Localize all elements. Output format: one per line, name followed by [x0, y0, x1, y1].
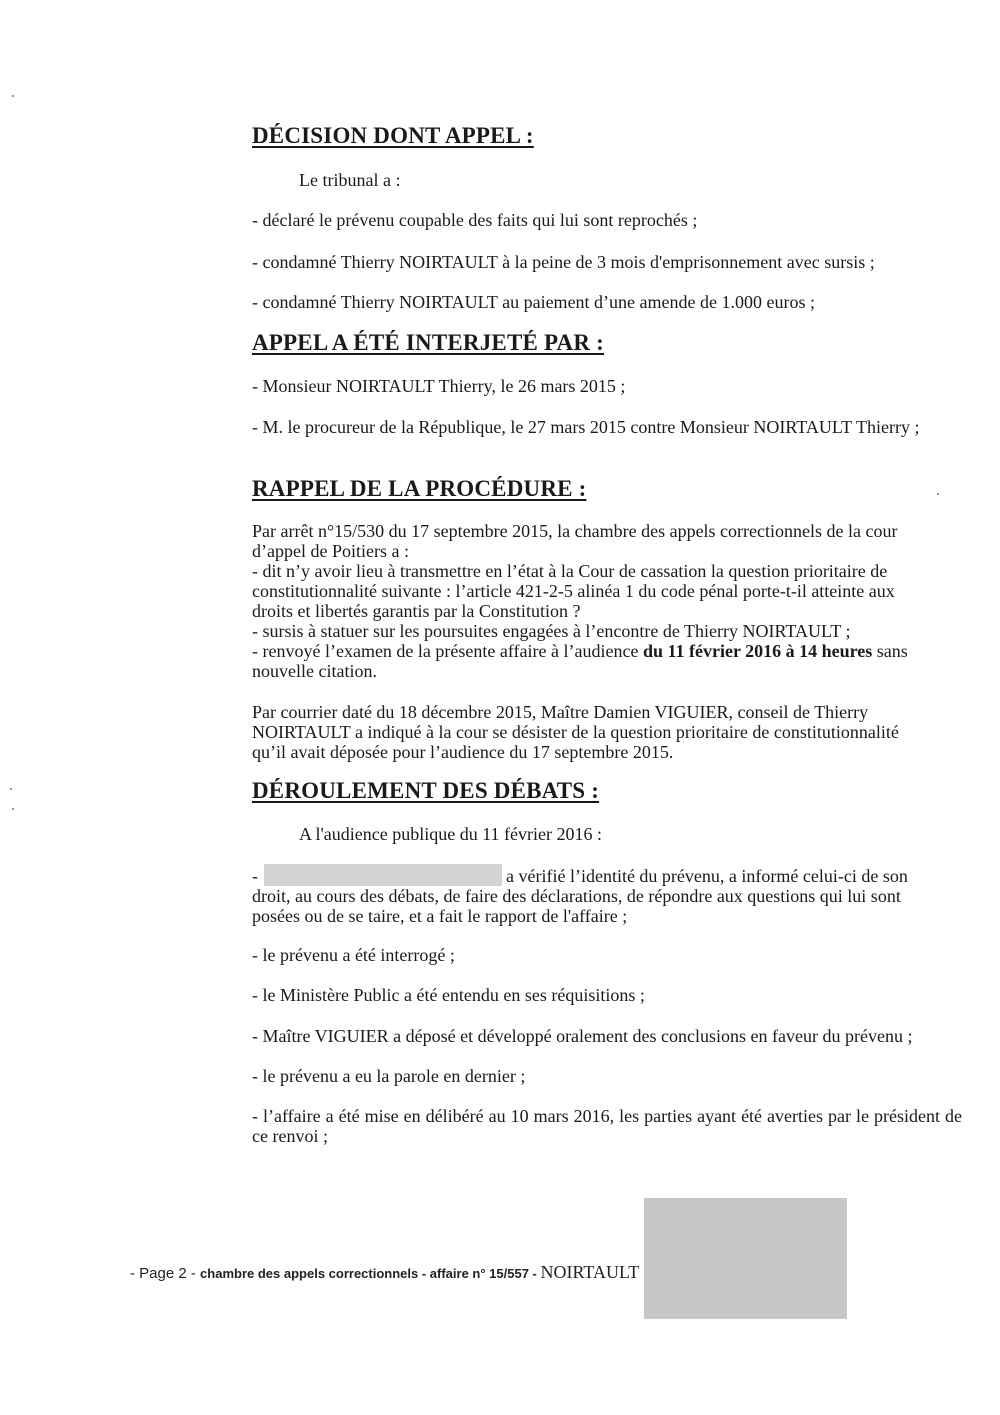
rappel-line: - dit n’y avoir lieu à transmettre en l’état à la Cour de cassation la question prioritaire de	[252, 561, 888, 581]
debats-line: droit, au cours des débats, de faire des déclarations, de répondre aux questions qui lui sont	[252, 886, 901, 906]
debats-item-4: - le prévenu a eu la parole en dernier ;	[252, 1066, 526, 1086]
rappel-renvoi-line	[252, 641, 962, 661]
heading-debats: DÉROULEMENT DES DÉBATS :	[252, 778, 600, 803]
rappel-paragraph-2	[252, 702, 962, 762]
decision-item-3: - condamné Thierry NOIRTAULT au paiement d’une amende de 1.000 euros ;	[252, 292, 815, 312]
debats-intro: A l'audience publique du 11 février 2016 :	[299, 824, 602, 844]
decision-intro: Le tribunal a :	[299, 170, 401, 190]
page-footer	[130, 1262, 639, 1283]
rappel-paragraph-1	[252, 521, 962, 681]
debats-item-3: - Maître VIGUIER a déposé et développé oralement des conclusions en faveur du prévenu ;	[252, 1026, 913, 1046]
debats-item-1: - le prévenu a été interrogé ;	[252, 945, 455, 965]
heading-appel: APPEL A ÉTÉ INTERJETÉ PAR :	[252, 330, 604, 355]
scan-speck	[12, 95, 14, 97]
rappel-line: Par courrier daté du 18 décembre 2015, Maître Damien VIGUIER, conseil de Thierry	[252, 702, 869, 722]
heading-decision: DÉCISION DONT APPEL :	[252, 123, 534, 148]
heading-rappel: RAPPEL DE LA PROCÉDURE :	[252, 476, 587, 501]
rappel-line: NOIRTAULT a indiqué à la cour se désister de la question prioritaire de constitutionnalité	[252, 722, 899, 742]
footer-chamber: chambre des appels correctionnels - affaire n° 15/557 -	[200, 1266, 541, 1281]
rappel-line: d’appel de Poitiers a :	[252, 541, 409, 561]
rappel-line: nouvelle citation.	[252, 661, 377, 681]
rappel-line: - sursis à statuer sur les poursuites engagées à l’encontre de Thierry NOIRTAULT ;	[252, 621, 851, 641]
scan-speck	[12, 808, 14, 810]
debats-first-item	[252, 864, 962, 926]
rappel-line: droits et libertés garantis par la Constitution ?	[252, 601, 581, 621]
decision-item-1: - déclaré le prévenu coupable des faits qui lui sont reprochés ;	[252, 210, 698, 230]
debats-first-rest: a vérifié l’identité du prévenu, a informé celui-ci de son	[506, 866, 908, 886]
renvoi-date: du 11 février 2016 à 14 heures	[642, 641, 873, 661]
footer-name: NOIRTAULT	[540, 1262, 640, 1282]
rappel-line: constitutionnalité suivante : l’article 421-2-5 alinéa 1 du code pénal porte-t-il atteinte aux	[252, 581, 895, 601]
footer-page: - Page 2 -	[130, 1265, 201, 1282]
scan-speck	[937, 493, 939, 495]
rappel-line: qu’il avait déposée pour l’audience du 17 septembre 2015.	[252, 742, 674, 762]
redacted-name-box	[264, 864, 502, 886]
scan-speck	[10, 788, 12, 790]
debats-item-2: - le Ministère Public a été entendu en ses réquisitions ;	[252, 985, 645, 1005]
dash: -	[252, 866, 258, 886]
appel-item-2: - M. le procureur de la République, le 27 mars 2015 contre Monsieur NOIRTAULT Thierry ;	[252, 417, 920, 437]
debats-first-line	[252, 864, 962, 886]
renvoi-text: - renvoyé l’examen de la présente affaire à l’audience	[252, 641, 643, 661]
decision-item-2: - condamné Thierry NOIRTAULT à la peine de 3 mois d'emprisonnement avec sursis ;	[252, 252, 875, 272]
debats-item-5: - l’affaire a été mise en délibéré au 10 mars 2016, les parties ayant été averties par le président de ce renvoi ;	[252, 1106, 962, 1146]
debats-line: posées ou de se taire, et a fait le rapport de l'affaire ;	[252, 906, 628, 926]
rappel-line: Par arrêt n°15/530 du 17 septembre 2015, la chambre des appels correctionnels de la cour	[252, 521, 898, 541]
renvoi-tail: sans	[872, 641, 908, 661]
redacted-stamp-box	[644, 1198, 847, 1319]
appel-item-1: - Monsieur NOIRTAULT Thierry, le 26 mars 2015 ;	[252, 376, 626, 396]
